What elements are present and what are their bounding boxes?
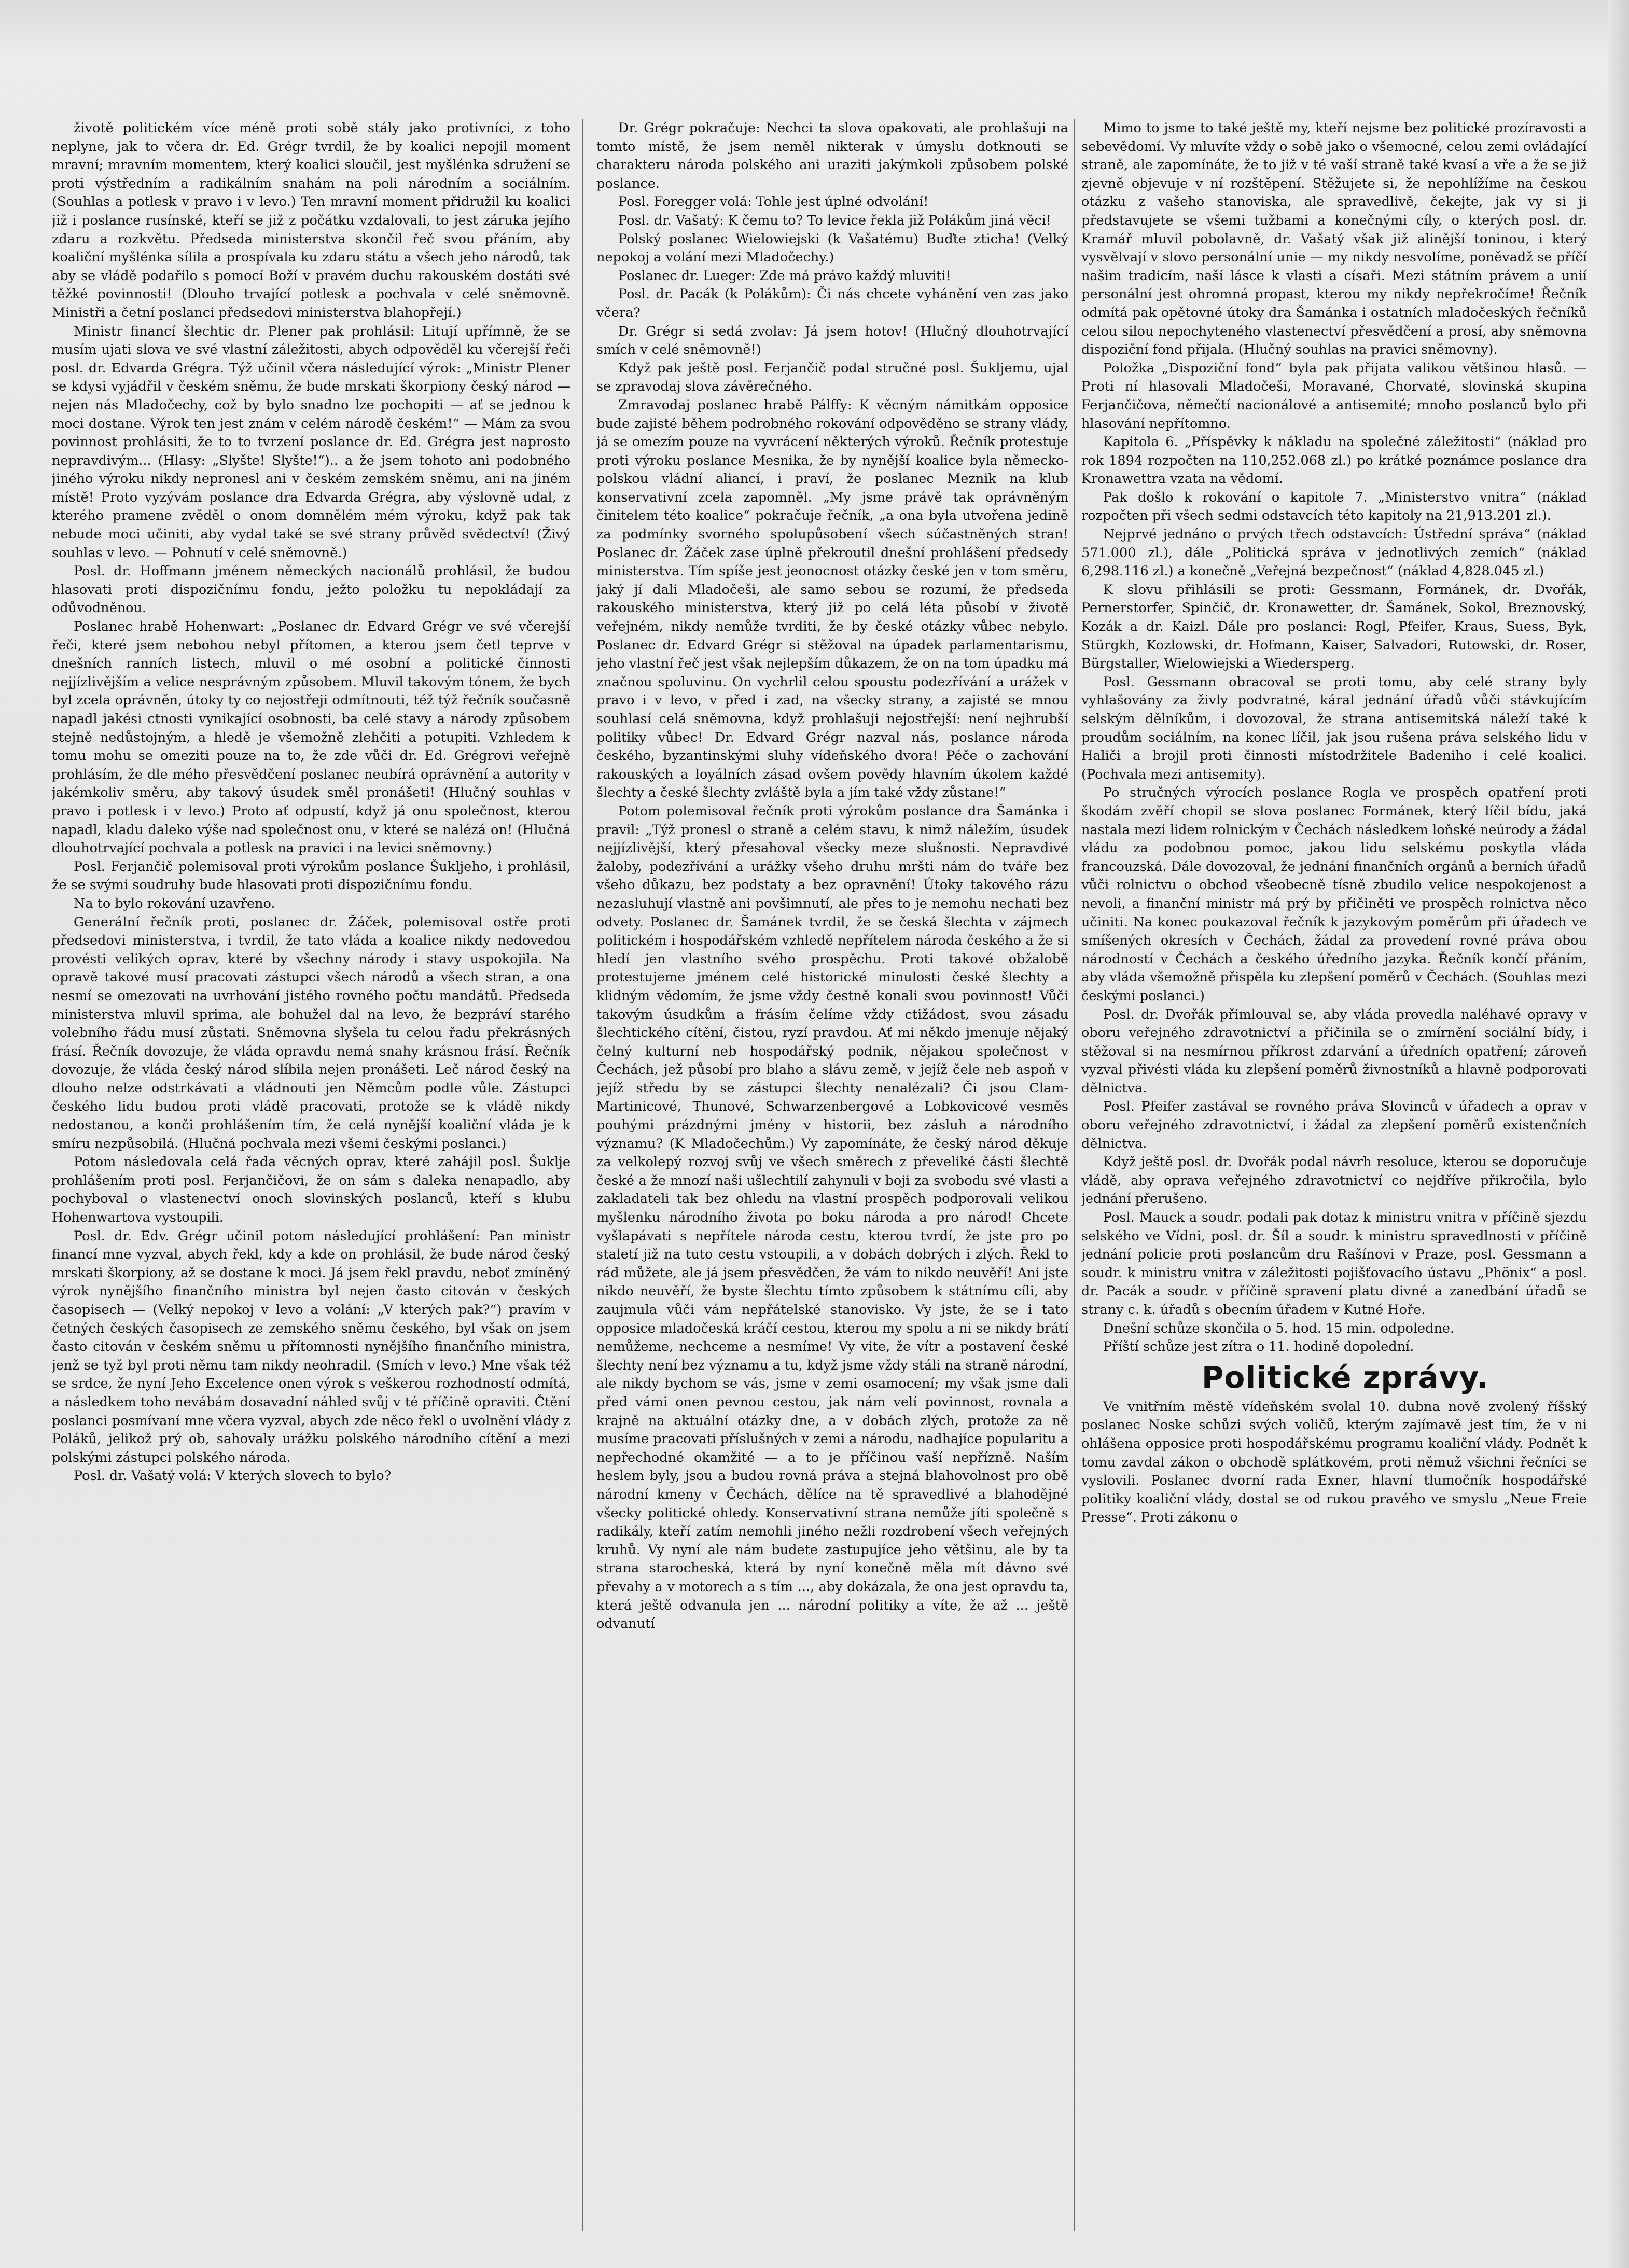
paragraph: Polský poslanec Wielowiejski (k Vašatému) Buďte zticha! (Velký nepokoj a volání mezi Mladočechy.) bbox=[596, 231, 1068, 266]
paragraph: Pak došlo k rokování o kapitole 7. „Ministerstvo vnitra“ (náklad rozpočten při všech sedmi odstavcích této kapitoly na 21,913.201 zl.). bbox=[1081, 489, 1587, 524]
paragraph: Posl. dr. Hoffmann jménem německých nacionálů prohlásil, že budou hlasovati proti dispozičnímu fondu, ježto položku tu nepokládají za odůvodněnou. bbox=[52, 563, 570, 616]
paragraph: Posl. Gessmann obracoval se proti tomu, aby celé strany byly vyhlašovány za živly podvratné, káral jednání úřadů vůči stávkujícím selským dělníkům, i dovozoval, že strana antisemitská náleží také k proudům sociálním, na konec líčil, jak jsou rušena práva selského lidu v Haliči a brojil proti činnosti místodržitele Badeniho i celé koalici. (Pochvala mezi antisemity). bbox=[1081, 674, 1587, 782]
paragraph: Posl. Foregger volá: Tohle jest úplné odvolání! bbox=[618, 194, 929, 210]
section-heading: Politické zprávy. bbox=[1202, 1359, 1488, 1395]
paragraph: Ve vnitřním městě vídeňském svolal 10. dubna nově zvolený říšský poslanec Noske schůzi svých voličů, kterým zajímavě jest tím, že v ni ohlášena opposice proti hospodářskému programu koaliční vlády. Podnět k tomu zavdal zákon o obchodě splátkovém, proti němuž všichni řečníci se vyslovili. Poslanec dvorní rada Exner, hlavní tlumočník hospodářské politiky koaliční vlády, dostal se od rukou pravého ve smyslu „Neue Freie Presse“. Proti zákonu o bbox=[1081, 1399, 1587, 1526]
paragraph: Položka „Dispoziční fond“ byla pak přijata valikou většinou hlasů. — Proti ní hlasovali Mladočeši, Moravané, Chorvaté, slovinská skupina Ferjančičova, němečtí nacionálové a antisemité; mnoho poslanců bylo při hlasování nepřítomno. bbox=[1081, 360, 1587, 432]
paragraph: Posl. dr. Vašatý: K čemu to? To levice řekla již Polákům jiná věci! bbox=[618, 212, 1051, 228]
paragraph: Posl. dr. Vašatý volá: V kterých slovech to bylo? bbox=[74, 1468, 392, 1484]
paragraph: Dnešní schůze skončila o 5. hod. 15 min. odpoledne. bbox=[1103, 1320, 1455, 1336]
paragraph: Generální řečník proti, poslanec dr. Žáček, polemisoval ostře proti předsedovi ministerstva, i tvrdil, že tato vláda a koalice nikdy nedovedou provésti velikých oprav, které by všechny národy i stavy uspokojila. Na opravě takové musí pracovati zástupci všech národů a všech stran, a ona nesmí se omezovati na uvrhování jistého rovného počtu mandátů. Předseda ministerstva mluvil sprima, ale bohužel dal na levo, že bezpráví starého volebního řádu musí zůstati. Sněmovna slyšela tu celou řadu překrásných frásí. Řečník dovozuje, že vláda opravdu nemá snahy krásnou frásí. Řečník dovozuje, že vláda český národ slíbila nejen pronášeti. Leč národ český na dlouho nelze odstrkávati a vládnouti jen Němcům podle vůle. Zástupci českého lidu budou proti vládě pracovati, protože se k vládě nikdy nedostanou, a konči prohlášením tím, že celá nynější koaliční vláda je k smíru nezpůsobilá. (Hlučná pochvala mezi všemi českými poslanci.) bbox=[52, 914, 570, 1152]
paragraph: Příští schůze jest zítra o 11. hodině dopolední. bbox=[1103, 1339, 1414, 1355]
paragraph: Když pak ještě posl. Ferjančič podal stručné posl. Šukljemu, ujal se zpravodaj slova závěrečného. bbox=[596, 360, 1068, 395]
column-1 bbox=[52, 119, 570, 2231]
column-rule-2 bbox=[1074, 119, 1075, 2231]
paragraph: Zmravodaj poslanec hrabě Pálffy: K věcným námitkám opposice bude zajisté během podrobného rokování odpověděno se strany vlády, já se omezím pouze na vyvrácení některých výroků. Řečník protestuje proti výroku poslance Mesnika, že by nynější koalice byla německo-polskou vládní aliancí, i praví, že poslanec Meznik na klub konservativní zcela zapomněl. „My jsme právě tak oprávněným činitelem této koalice“ pokračuje řečník, „a ona byla utvořena jedině za podmínky svorného spolupůsobení všech súčastněných stran! Poslanec dr. Žáček zase úplně překroutil dnešní prohlášení předsedy ministerstva. Tím spíše jest jeonocnost otázky české jen v tom směru, jaký jí dali Mladočeši, ale samo sebou se rozumí, že předseda rakouského ministerstva, který již po celá léta působí v životě veřejném, nikdy nemůže tvrditi, že by české otázky vůbec nebylo. Poslanec dr. Edvard Grégr si stěžoval na úpadek parlamentarismu, jeho vlastní řeč jest však nejlepším důkazem, že on na tom úpadku má značnou spoluvinu. On vychrlil celou spoustu podezřívání a urážek v pravo i v levo, v před i zad, na všecky strany, a zajisté se mnou souhlasí celá sněmovna, když prohlašuji nejostřejší: není nejhrubší politiky vůbec! Dr. Edvard Grégr nazval nás, poslance národa českého, byzantinskými sluhy vídeňského dvora! Péče o zachování rakouských a loyálních zásad ovšem povědy hlavním úkolem každé šlechty a české šlechty zvláště byla a jím také vždy zůstane!“ bbox=[596, 397, 1068, 801]
column-3 bbox=[1081, 119, 1587, 2231]
paragraph: Dr. Grégr si sedá zvolav: Já jsem hotov! (Hlučný dlouhotrvající smích v celé sněmovně!) bbox=[596, 323, 1068, 358]
paragraph: Na to bylo rokování uzavřeno. bbox=[74, 895, 275, 911]
paragraph: Když ještě posl. dr. Dvořák podal návrh resoluce, kterou se doporučuje vládě, aby oprava veřejného zdravotnictví co nejdříve přikročila, bylo jednání přerušeno. bbox=[1081, 1154, 1587, 1207]
paragraph: Posl. dr. Edv. Grégr učinil potom následující prohlášení: Pan ministr financí mne vyzval, abych řekl, kdy a kde on prohlásil, že bude národ český mrskati škorpiony, až se dostane k moci. Já jsem řekl pravdu, neboť zmíněný výrok nynějšího finančního ministra byl nejen často citován v českých časopisech — (Velký nepokoj v levo a volání: „V kterých pak?“) pravím v četných českých časopisech ze zemského sněmu českého, byl však on jsem často citován v českém sněmu u přítomnosti nynějšího finančního ministra, jenž se tyž byl proti němu tam nikdy neohradil. (Smích v levo.) Mne však též se srdce, že nyní Jeho Excelence onen výrok s veškerou rozhodností odmítá, a následkem toho nevábám dosavadní náhled svůj v té příčině opraviti. Čtění poslanci posmívaní mne včera vyzval, abych zde něco řekl o uvolnění vlády z Poláků, jelikož prý ob, sahovaly urážku polského národního cítění a mezi polskými zástupci polského národa. bbox=[52, 1228, 570, 1465]
paragraph: Posl. Mauck a soudr. podali pak dotaz k ministru vnitra v příčině sjezdu selského ve Vídni, posl. dr. Šíl a soudr. k ministru spravedlnosti v příčině jednání policie proti poslancům dru Rašínovi v Praze, posl. Gessmann a soudr. k ministru vnitra v záležitosti pojišťovacího ústavu „Phönix“ a posl. dr. Pacák a soudr. v příčině spravení platu divné a zanedbání úřadů se strany c. k. úřadů s obecním úřadem v Kutné Hoře. bbox=[1081, 1210, 1587, 1318]
column-2 bbox=[596, 119, 1068, 2231]
paragraph: Potom polemisoval řečník proti výrokům poslance dra Šamánka i pravil: „Týž pronesl o straně a celém stavu, k nimž náležím, úsudek nejjízlivější, který přesahoval všecky meze slušnosti. Nepravdivé žaloby, podezřívání a urážky všeho druhu mršti nám do tváře bez všeho důkazu, bez podstaty a bez opravnění! Útoky takového rázu nezasluhují vlastně ani povšimnutí, ale přes to je nemohu nechati bez odvety. Poslanec dr. Šamánek tvrdil, že se česká šlechta v zájmech politickém i hospodářském vzhledě nepřítelem národa českého a že si hledí jen vlastního svého prospěchu. Proti takové obžalobě protestujeme jménem celé historické minulosti české šlechty a klidným vědomím, že jsme vždy čestně konali svou povinnost! Vůči takovým úsudkům a frásím čelíme vždy ctižádost, svou zásadu šlechtického cítění, čistou, ryzí pravdou. Ať mi někdo jmenuje nějaký čelný kulturní neb hospodářský podnik, nějakou společnost v Čechách, jež působí pro blaho a slávu země, v jejíž čele neb aspoň v jejíž středu by se zástupci šlechty nenalézali? Či jsou Clam-Martinicové, Thunové, Schwarzenbergové a Lobkovicové vesměs pouhými prázdnými jmény v historii, bez zásluh a národního významu? (K Mladočechům.) Vy zapomínáte, že český národ děkuje za velkolepý rozvoj svůj ve všech směrech z převeliké části šlechtě české a že mnozí naši ušlechtilí zahynuli v boji za svobodu své vlasti a zakladateli tak bez ohledu na vlastní prospěch podporovali velikou myšlenku národního života po boku národa a pro národ! Chcete vyšlapávati s nepřítele národa cestu, kterou tvrdí, že jste pro po staletí již na tuto cestu vstoupili, a v dobách dobrých i zlých. Řekl to rád můžete, ale já jsem přesvědčen, že vám to nikdo neuvěří! Ani jste nikdo neuvěří, že byste šlechtu tímto způsobem k státnímu cíli, aby zaujmula vůči vám nepřátelské stanovisko. Vy jste, že se i tato opposice mladočeská kráčí cestou, kterou my spolu a ni se nikdy brátí nemůžeme, nechceme a nesmíme! Vy vite, že vítr a postavení české šlechty není bez významu a tu, když jsme vždy stáli na straně národní, ale nikdy bychom se vás, jsme v zemi osamocení; my však jsme dali před vámi onen pevnou cestou, jak nám velí povinnost, rovnala a krajně na aktuální otázky dne, a v dobách zlých, protože za ně musíme pracovati příslušných v zemi a národu, nadhajíce popularitu a nepřechodné okamžité — a to je příčinou vaší nepřízně. Naším heslem byly, jsou a budou rovná práva a stejná blahovolnost pro obě národní kmeny v Čechách, dělíce na tě spravedlivé a blahodějné všecky politické ohledy. Konservativní strana nemůže jíti společně s radikály, kteří zatím nemohli jiného nežli rozdrobení všech veřejných kruhů. Vy nyní ale nám budete zastupujíce jeho většinu, ale by ta strana starocheská, která by nyní konečně měla mít dávno své převahy a v motorech a s tím ..., aby dokázala, že ona jest opravdu ta, která ještě odvanula jen ... národní politiky a víte, že až ... ještě odvanutí bbox=[596, 803, 1068, 1632]
paragraph: Nejprvé jednáno o prvých třech odstavcích: Ústřední správa“ (náklad 571.000 zl.), dále „Politická správa v jednotlivých zemích“ (náklad 6,298.116 zl.) a konečně „Veřejná bezpečnost“ (náklad 4,828.045 zl.) bbox=[1081, 527, 1587, 579]
paragraph: Kapitola 6. „Příspěvky k nákladu na společné záležitosti“ (náklad pro rok 1894 rozpočten na 110,252.068 zl.) po krátké poznámce poslance dra Kronawettra vzata na vědomí. bbox=[1081, 434, 1587, 487]
paragraph: Mimo to jsme to také ještě my, kteří nejsme bez politické prozíravosti a sebevědomí. Vy mluvíte vždy o sobě jako o všemocné, celou zemi ovládající straně, ale zapomínáte, že to již v té vaší straně také kvasí a vře a že se již zjevně objevuje v ní rozštěpení. Stěžujete si, že nepohlížíme na českou otázku z vašeho stanoviska, ale spravedlivě, čekejte, jak vy si ji představujete se všemi tužbami a konečnými cíly, o kterých posl. dr. Kramář mluvil pobolavně, dr. Vašatý však již alinější toninou, i který vysvělvají v slovo personální unie — my nikdy nesvolíme, poněvadž se příčí našim tradicím, naší lásce k vlasti a císaři. Mezi státním právem a unií personální jest ohromná propast, kterou my nikdy nepřekročíme! Řečník odmítá pak opětovné útoky dra Šamánka i ostatních mladočeských řečníků celou silou nepochyteného vlastenectví přesvědčení a prosí, aby sněmovna dispoziční fond přijala. (Hlučný souhlas na pravici sněmovny). bbox=[1081, 120, 1587, 358]
paragraph: Poslanec dr. Lueger: Zde má právo každý mluviti! bbox=[618, 268, 951, 284]
paragraph: Dr. Grégr pokračuje: Nechci ta slova opakovati, ale prohlašuji na tomto místě, že jsem neměl nikterak v úmyslu dotknouti se charakteru národa polského ani uraziti jakýmkoli způsobem polské poslance. bbox=[596, 120, 1068, 191]
column-rule-1 bbox=[582, 119, 583, 2231]
paragraph: Po stručných výrocích poslance Rogla ve prospěch opatření proti škodám zvěří chopil se slova poslanec Formánek, který líčil bídu, jaká nastala mezi lidem rolnickým v Čechách následkem loňské neúrody a žádal vládu za podobnou pomoc, jakou lidu selskému poskytla vláda francouzská. Dále dovozoval, že jednání finančních orgánů a berních úřadů vůči rolnictvu o obchod všeobecně tísně zbudilo velice nespokojenost a nevoli, a finanční ministr má prý by přičiněti ve prospěch rolnictva něco učiniti. Na konec poukazoval řečník k jazykovým poměrům při úřadech ve smíšených okresích v Čechách, žádal za provedení rovné práva obou národností v Čechách a českého úředního jazyka. Řečník končí přáním, aby vláda všemožně přispěla ku zlepšení poměrů v Čechách. (Souhlas mezi českými poslanci.) bbox=[1081, 785, 1587, 1004]
paragraph: Poslanec hrabě Hohenwart: „Poslanec dr. Edvard Grégr ve své včerejší řeči, které jsem nebohou nebyl přítomen, a kterou jsem četl teprve v dnešních ranních listech, mluvil o mé osobní a politické činnosti nejjízlivějším a velice nesprávným způsobem. Mluvil takovým tónem, že bych byl zcela oprávněn, útoky ty co nejostřeji odmítnouti, též týž řečník současně napadl jakési ctnosti vynikající osobnosti, ba celé stavy a národy způsobem stejně nedůstojným, a hledě je všemožně zlehčiti a potupiti. Vzhledem k tomu mohu se omeziti pouze na to, že zde vůči dr. Ed. Grégrovi veřejně prohlásím, že dle mého přesvědčení poslanec neubírá oprávnění a autority v jakémkoliv směru, aby takový úsudek směl pronášeti! (Hlučný souhlas v pravo i potlesk i v levo.) Proto ať odpustí, když já onu společnost, kterou napadl, kladu daleko výše nad společnost onu, v které se nalézá on! (Hlučná dlouhotrvající pochvala a potlesk na pravici i na levici sněmovny.) bbox=[52, 619, 570, 856]
page-binding-edge bbox=[1608, 0, 1629, 2268]
paragraph: Potom následovala celá řada věcných oprav, které zahájil posl. Šuklje prohlášením proti posl. Ferjančičovi, že on sám s daleka nenapadlo, aby pochyboval o vlastenectví onoch slovinských poslanců, kteří s klubu Hohenwartova vystoupili. bbox=[52, 1154, 570, 1226]
paragraph: Posl. dr. Pacák (k Polákům): Či nás chcete vyhánění ven zas jako včera? bbox=[596, 286, 1068, 321]
paragraph: Ministr financí šlechtic dr. Plener pak prohlásil: Litují upřímně, že se musím ujati slova ve své vlastní záležitosti, abych odpověděl ku včerejší řeči posl. dr. Edvarda Grégra. Týž učinil včera následující výrok: „Ministr Plener se kdysi vyjádřil v českém sněmu, že bude mrskati škorpiony český národ — nejen nás Mladočechy, což by bylo snadno lze pochopiti — ať se jednou k moci dostane. Výrok ten jest znám v celém národě českém!“ — Mám za svou povinnost prohlásiti, že to to tvrzení poslance dr. Ed. Grégra jest naprosto nepravdivým... (Hlasy: „Slyšte! Slyšte!“).. a že jsem tohoto ani podobného jiného výroku nikdy nepronesl ani v českém zemském sněmu, ani na jiném místě! Proto vyzývám poslance dra Edvarda Grégra, aby výslovně udal, z kterého pramene zvěděl o onom domnělém mém výroku, když pak tak nebude moci učiniti, aby vydal také se své strany průvěd svědectví! (Živý souhlas v levo. — Pohnutí v celé sněmovně.) bbox=[52, 323, 570, 561]
page-top-margin bbox=[0, 0, 1629, 57]
paragraph: Posl. dr. Dvořák přimlouval se, aby vláda provedla naléhavé opravy v oboru veřejného zdravotnictví a přičinila se o zmírnění sociální bídy, i stěžoval si na nesmírnou příkrost zdarvání a úředních opatření; zároveň vyzval přivésti vláda ku zlepšení poměrů živnostníků a hlavně podporovati dělnictva. bbox=[1081, 1006, 1587, 1096]
paragraph: životě politickém více méně proti sobě stály jako protivníci, z toho neplyne, jak to včera dr. Ed. Grégr tvrdil, že by koalici nepojil moment mravní; mravním momentem, který koalici sloučil, jest myšlénka sdružení se proti výstředním a radikálním snahám na poli národním a sociálním. (Souhlas a potlesk v pravo i v levo.) Ten mravní moment přidružil ku koalici již i poslance rusínské, kteří se již z počátku vzdalovali, to jest záruka jejího zdaru a rozkvětu. Předseda ministerstva skončil řeč svou přáním, aby koaliční myšlénka sílila a prospívala ku zdaru státu a všech jeho národů, tak aby se vládě podařilo s pomocí Boží v pravém duchu rakouském dostáti své těžké povinnosti! (Dlouho trvající potlesk a pochvala v celé sněmovně. Ministři a četní poslanci předsedovi ministerstva blahopřejí.) bbox=[52, 120, 570, 321]
paragraph: Posl. Ferjančič polemisoval proti výrokům poslance Šukljeho, i prohlásil, že se svými soudruhy bude hlasovati proti dispozičnímu fondu. bbox=[52, 859, 570, 893]
paragraph: Posl. Pfeifer zastával se rovného práva Slovinců v úřadech a oprav v oboru veřejného zdravotnictví, i žádal za zlepšení poměrů existenčních dělnictva. bbox=[1081, 1099, 1587, 1152]
paragraph: K slovu přihlásili se proti: Gessmann, Formánek, dr. Dvořák, Pernerstorfer, Spinčič, dr. Kronawetter, dr. Šamánek, Sokol, Breznovský, Kozák a dr. Kaizl. Dále pro poslanci: Rogl, Pfeifer, Kraus, Suess, Byk, Stürgkh, Kozlowski, dr. Hofmann, Kaiser, Salvadori, Rutowski, dr. Roser, Bürgstaller, Wielowiejski a Wiedersperg. bbox=[1081, 582, 1587, 672]
